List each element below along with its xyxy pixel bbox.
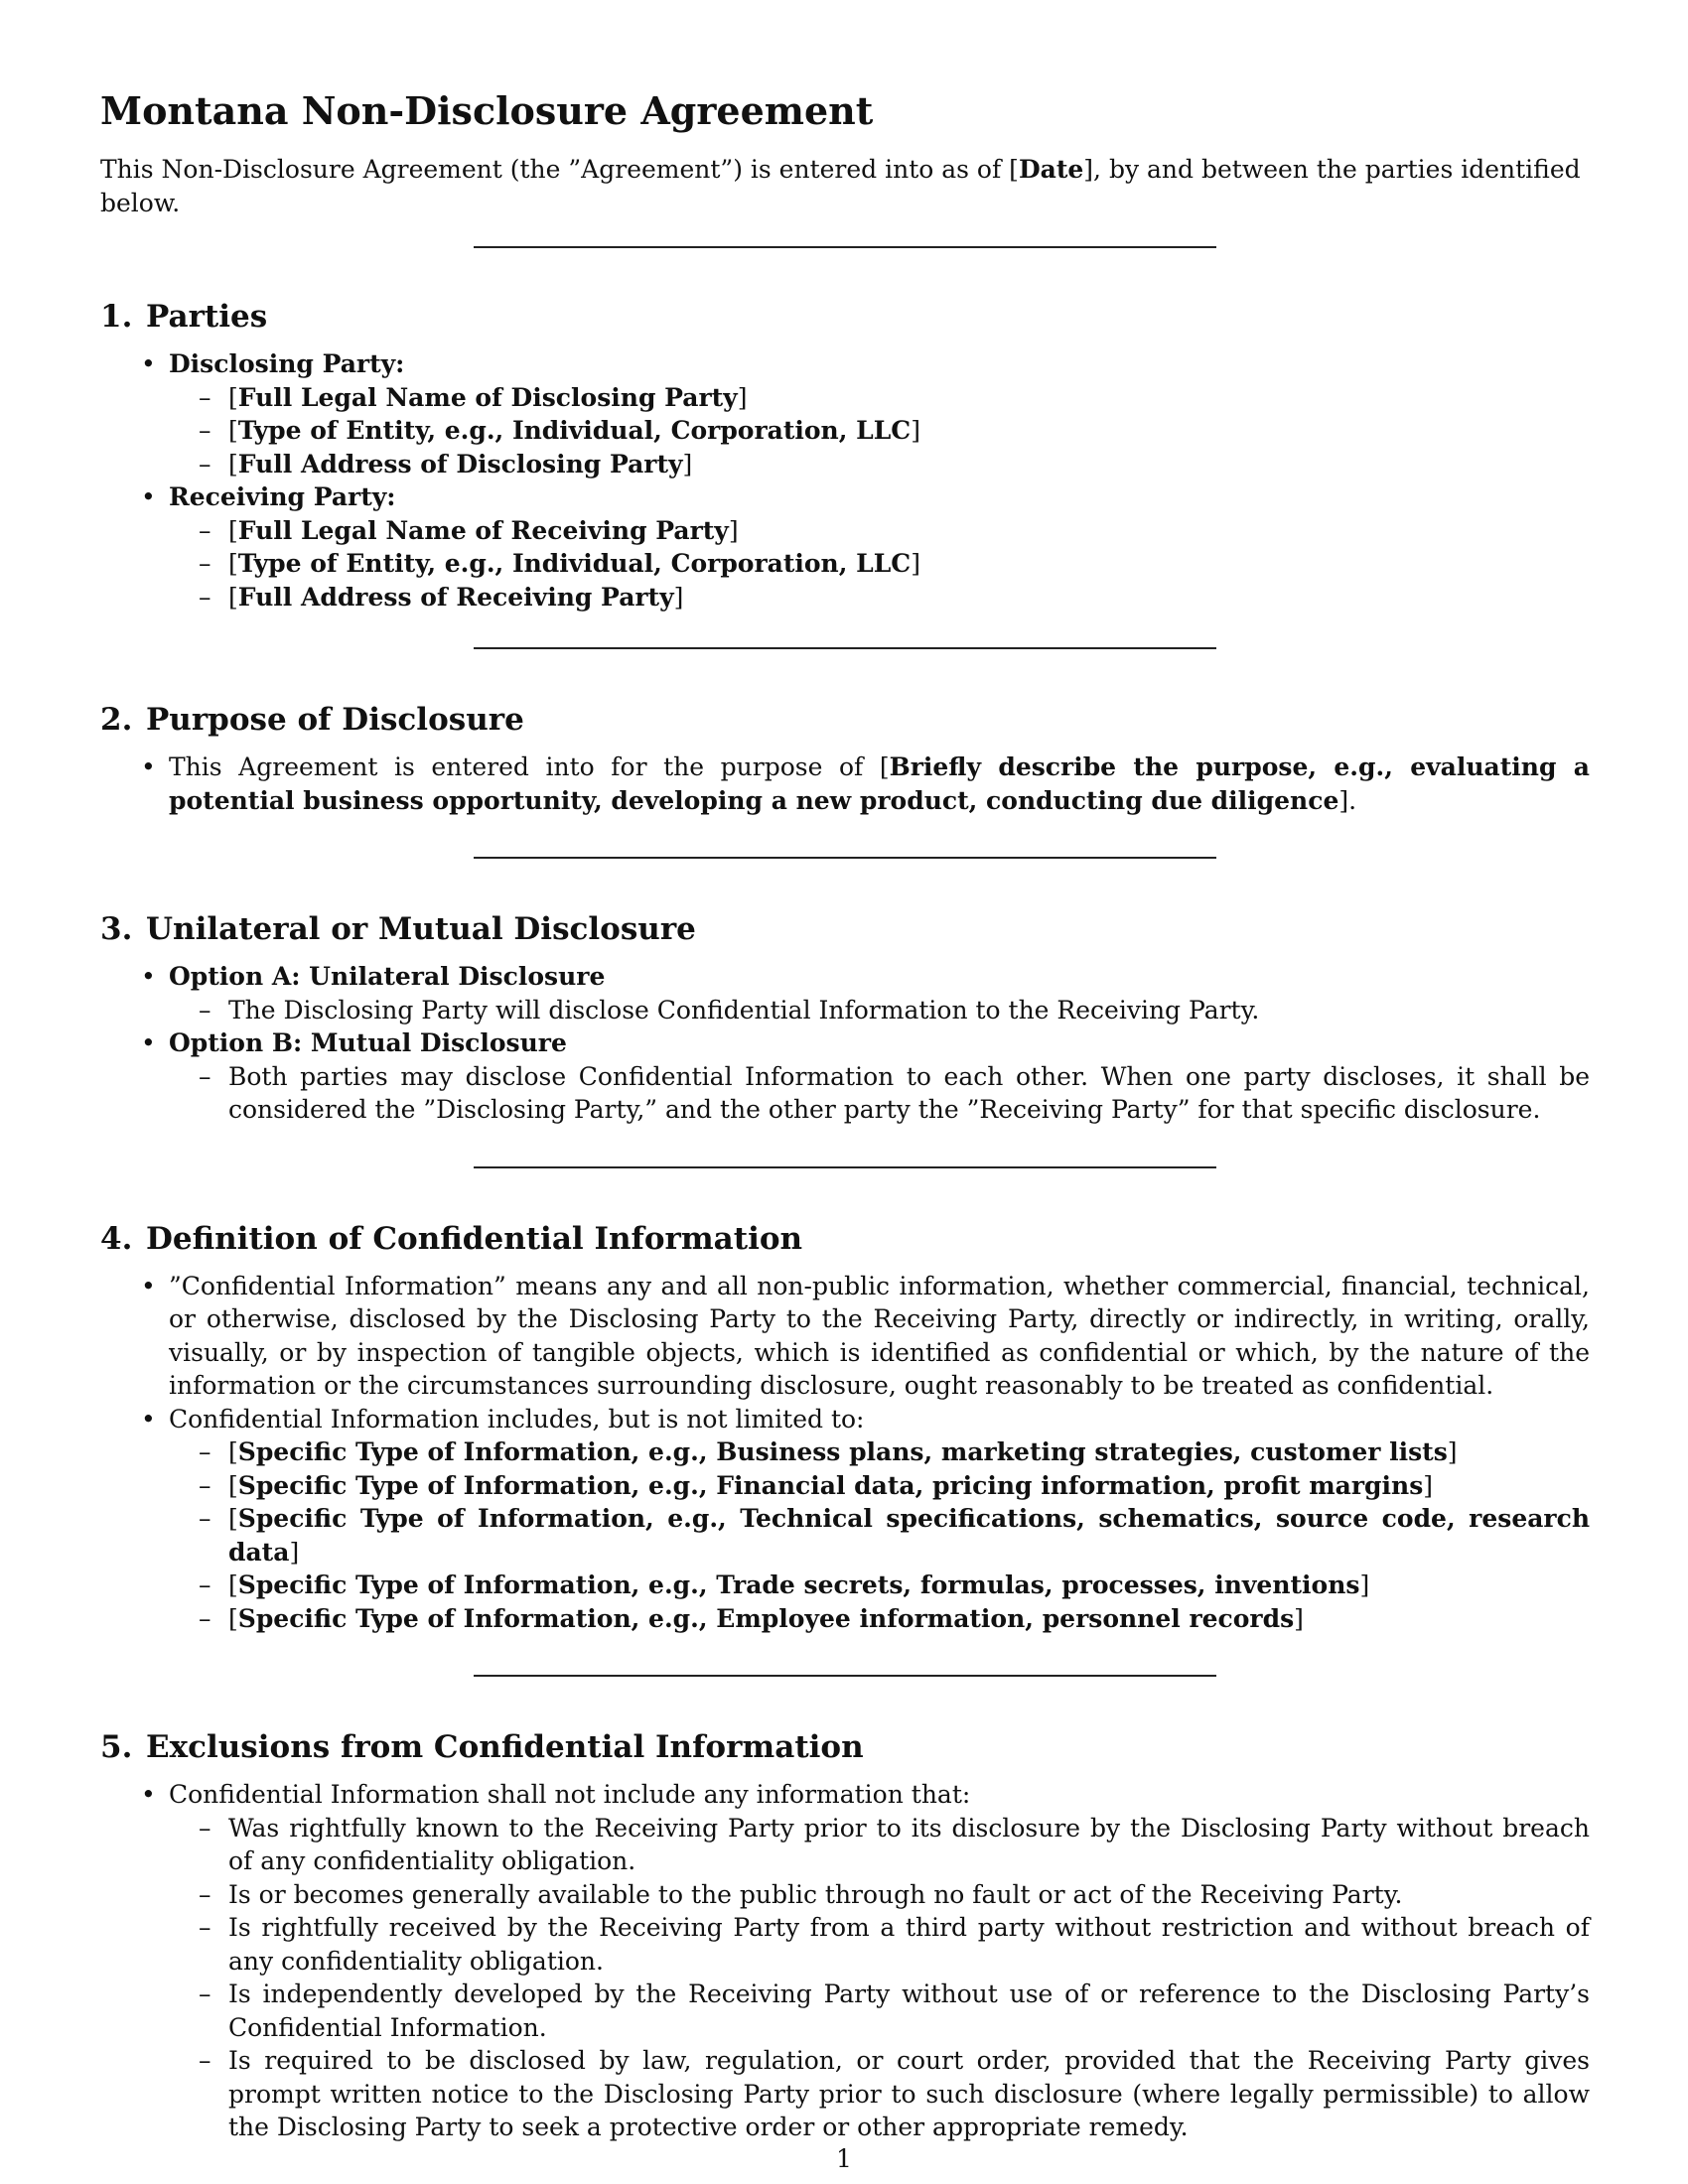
section-divider [474, 1166, 1216, 1168]
list-item: – [Specific Type of Information, e.g., Financial data, pricing information, profit margins] [228, 1469, 1590, 1503]
list-item: – [Full Address of Receiving Party] [228, 581, 1590, 614]
information-types-list [169, 1435, 1590, 1635]
document-page [100, 81, 1590, 2144]
section-disclosure-type [100, 906, 1590, 1127]
option-a-item: • Option A: Unilateral Disclosure – The Disclosing Party will disclose Confidential Information to the Receiving Party. [169, 960, 1590, 1026]
list-item: – [Full Legal Name of Receiving Party] [228, 514, 1590, 548]
definition-list [100, 1270, 1590, 1636]
list-item: – [Type of Entity, e.g., Individual, Corporation, LLC] [228, 547, 1590, 581]
intro-text-before: This Non-Disclosure Agreement (the ”Agreement”) is entered into as of [ [100, 155, 1019, 184]
list-item: – [Specific Type of Information, e.g., Business plans, marketing strategies, customer lists] [228, 1435, 1590, 1469]
parties-list [100, 347, 1590, 614]
section-divider [474, 246, 1216, 248]
purpose-placeholder: Briefly describe the purpose, e.g., evaluating a potential business opportunity, developing a new product, conducting due diligence [169, 752, 1590, 815]
purpose-list [100, 751, 1590, 817]
exclusions-intro-item: • Confidential Information shall not include any information that: – Was rightfully known to the Receiving Party prior to its disclosure by the Disclosing Party without breach of any confidentiality obligation. – Is or becomes generally available to the public through no fault or act of the Receiving Party. – Is rightfully received by the Receiving Party from a third party without restriction and without breach of any confidentiality obligation. – Is independently developed by the Receiving Party without use of or reference to the Disclosing Party’s Confidential Information. – Is required to be disclosed by law, regulation, or court order, provided that the Receiving Party gives prompt written notice to the Disclosing Party prior to such disclosure (where legally permissible) to allow the Disclosing Party to seek a protective order or other appropriate remedy. [169, 1778, 1590, 2144]
receiving-party-item: • Receiving Party: – [Full Legal Name of Receiving Party] – [Type of Entity, e.g., Individual, Corporation, LLC] – [Full Address of Receiving Party] [169, 480, 1590, 614]
list-item: – [Specific Type of Information, e.g., Trade secrets, formulas, processes, inventions] [228, 1569, 1590, 1602]
date-placeholder: Date [1018, 155, 1084, 184]
section-divider [474, 647, 1216, 649]
list-item: – Is rightfully received by the Receiving Party from a third party without restriction and without breach of any confidentiality obligation. [228, 1911, 1590, 1978]
definition-item: • ”Confidential Information” means any and all non-public information, whether commercial, financial, technical, or otherwise, disclosed by the Disclosing Party to the Receiving Party, directly or indirectly, in writing, orally, visually, or by inspection of tangible objects, which is identified as confidential or which, by the nature of the information or the circumstances surrounding disclosure, ought reasonably to be treated as confidential. [169, 1270, 1590, 1403]
list-item: – Is required to be disclosed by law, regulation, or court order, provided that the Receiving Party gives prompt written notice to the Disclosing Party prior to such disclosure (where legally permissible) to allow the Disclosing Party to seek a protective order or other appropriate remedy. [228, 2044, 1590, 2144]
disclosing-party-details [169, 381, 1590, 481]
section-heading: 1. Parties [100, 299, 268, 335]
section-heading: 5. Exclusions from Confidential Information [100, 1729, 864, 1765]
list-item: – Is independently developed by the Receiving Party without use of or reference to the Disclosing Party’s Confidential Information. [228, 1978, 1590, 2044]
section-heading: 3. Unilateral or Mutual Disclosure [100, 911, 696, 947]
list-item: – [Full Address of Disclosing Party] [228, 448, 1590, 481]
list-item: – Was rightfully known to the Receiving Party prior to its disclosure by the Disclosing Party without breach of any confidentiality obligation. [228, 1812, 1590, 1878]
page-number: 1 [836, 2144, 852, 2173]
section-parties [100, 294, 1590, 614]
list-item: – [Specific Type of Information, e.g., Technical specifications, schematics, source code, research data] [228, 1502, 1590, 1569]
intro-text-after: ], by and between the parties identified below. [100, 155, 1581, 217]
exclusions-list [100, 1778, 1590, 2144]
section-divider [474, 1675, 1216, 1677]
section-definition [100, 1216, 1590, 1636]
list-item: – [Type of Entity, e.g., Individual, Corporation, LLC] [228, 414, 1590, 448]
list-item: • This Agreement is entered into for the purpose of [Briefly describe the purpose, e.g., evaluating a potential business opportunity, developing a new product, conducting due diligence]. [169, 751, 1590, 817]
disclosure-options-list [100, 960, 1590, 1127]
section-purpose [100, 697, 1590, 817]
intro-paragraph [100, 153, 1590, 220]
list-item: – Both parties may disclose Confidential Information to each other. When one party discloses, it shall be considered the ”Disclosing Party,” and the other party the ”Receiving Party” for that specific disclosure. [228, 1060, 1590, 1127]
section-divider [474, 857, 1216, 859]
disclosing-party-item: • Disclosing Party: – [Full Legal Name of Disclosing Party] – [Type of Entity, e.g., Individual, Corporation, LLC] – [Full Address of Disclosing Party] [169, 347, 1590, 480]
list-item: – [Full Legal Name of Disclosing Party] [228, 381, 1590, 415]
section-exclusions [100, 1724, 1590, 2144]
includes-item: • Confidential Information includes, but is not limited to: – [Specific Type of Information, e.g., Business plans, marketing strategies, customer lists] – [Specific Type of Information, e.g., Financial data, pricing information, profit margins] – [Specific Type of Information, e.g., Technical specifications, schematics, source code, research data] – [Specific Type of Information, e.g., Trade secrets, formulas, processes, inventions] – [Specific Type of Information, e.g., Employee information, personnel records] [169, 1403, 1590, 1636]
section-heading: 2. Purpose of Disclosure [100, 702, 524, 738]
document-title: Montana Non-Disclosure Agreement [100, 88, 874, 133]
option-b-item: • Option B: Mutual Disclosure – Both parties may disclose Confidential Information to each other. When one party discloses, it shall be considered the ”Disclosing Party,” and the other party the ”Receiving Party” for that specific disclosure. [169, 1026, 1590, 1127]
list-item: – [Specific Type of Information, e.g., Employee information, personnel records] [228, 1602, 1590, 1636]
receiving-party-details [169, 514, 1590, 614]
exclusion-items [169, 1812, 1590, 2144]
list-item: – Is or becomes generally available to the public through no fault or act of the Receiving Party. [228, 1878, 1590, 1912]
list-item: – The Disclosing Party will disclose Confidential Information to the Receiving Party. [228, 994, 1590, 1027]
section-heading: 4. Definition of Confidential Information [100, 1220, 803, 1257]
